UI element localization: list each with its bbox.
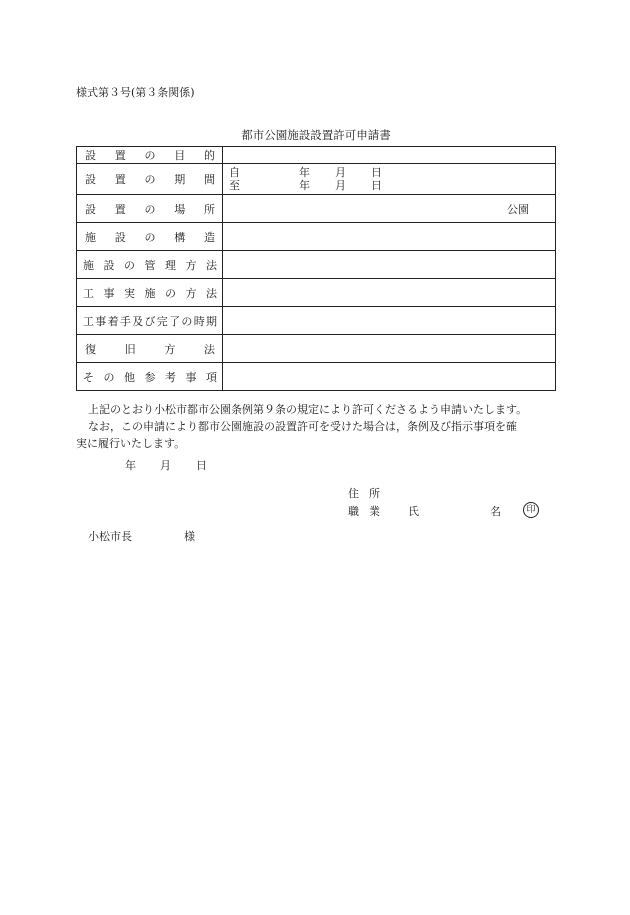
row-restoration [77,335,556,363]
field-other-notes[interactable] [223,363,556,391]
name-label-a: 氏 [408,505,419,518]
field-purpose[interactable] [223,147,556,164]
field-construction-method[interactable] [223,279,556,307]
field-location[interactable] [223,195,556,223]
row-other-notes [77,363,556,391]
period-from-label: 自 [229,166,240,179]
addressee-name: 小松市長 [88,530,132,543]
addressee-honorific: 様 [184,530,195,543]
label-structure: 施設の構造 [77,223,223,251]
compliance-paragraph-line1: なお，この申請により都市公園施設の設置許可を受けた場合は，条例及び指示事項を確 [88,420,517,433]
request-paragraph: 上記のとおり小松市都市公園条例第９条の規定により許可くださるよう申請いたします。 [88,403,528,416]
occupation-label: 職業 [348,505,390,518]
name-label-b: 名 [490,505,501,518]
park-suffix: 公園 [507,202,529,216]
field-management[interactable] [223,251,556,279]
field-period[interactable] [223,164,556,195]
form-number: 様式第３号(第３条関係) [76,86,195,99]
compliance-paragraph-line2: 実に履行いたします。 [76,437,186,450]
row-purpose [77,147,556,164]
period-to-day: 日 [371,179,382,192]
period-from-line [229,166,549,179]
label-period: 設置の期間 [77,164,223,195]
period-to-label: 至 [229,179,240,192]
date-day-label: 日 [196,459,207,472]
field-restoration[interactable] [223,335,556,363]
period-to-line [229,179,549,192]
row-location [77,195,556,223]
row-period [77,164,556,195]
field-structure[interactable] [223,223,556,251]
label-management: 施設の管理方法 [77,251,223,279]
period-from-month: 月 [335,166,346,179]
label-other-notes: その他参考事項 [77,363,223,391]
period-to-year: 年 [299,179,310,192]
row-construction-method [77,279,556,307]
label-location: 設置の場所 [77,195,223,223]
period-from-day: 日 [371,166,382,179]
label-construction-method: 工事実施の方法 [77,279,223,307]
application-form-table [76,146,556,391]
document-title: 都市公園施設設置許可申請書 [241,128,391,142]
row-management [77,251,556,279]
period-to-month: 月 [335,179,346,192]
row-structure [77,223,556,251]
date-month-label: 月 [160,459,171,472]
label-purpose: 設置の目的 [77,147,223,164]
seal-mark: 印 [523,502,539,518]
label-schedule: 工事着手及び完了の時期 [77,307,223,335]
field-schedule[interactable] [223,307,556,335]
period-from-year: 年 [299,166,310,179]
label-restoration: 復旧方法 [77,335,223,363]
row-schedule [77,307,556,335]
address-label: 住所 [348,487,390,500]
date-year-label: 年 [125,459,136,472]
